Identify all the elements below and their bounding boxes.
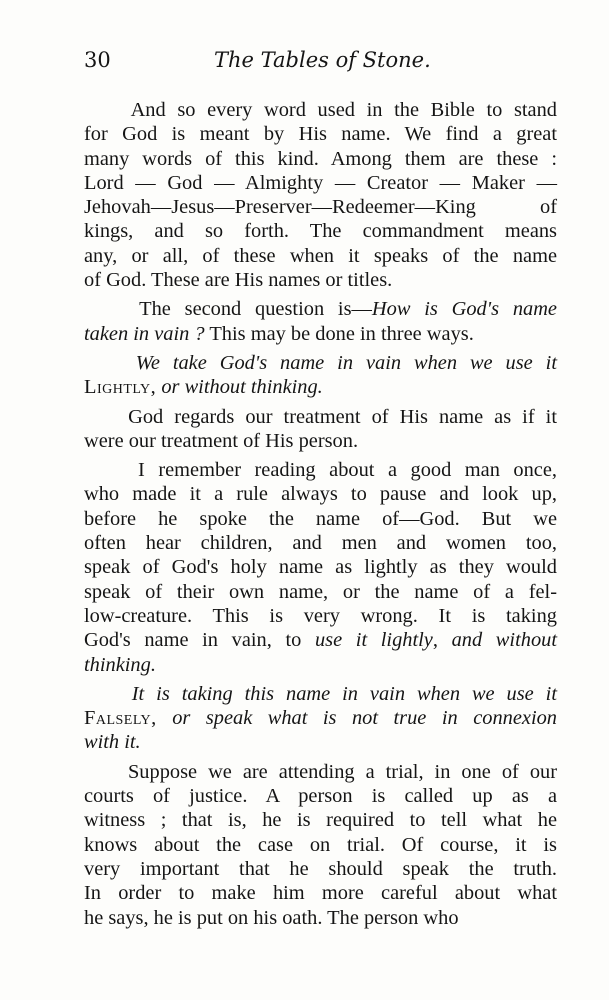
text-line xyxy=(84,730,557,754)
text-run: Falsely, xyxy=(84,707,157,730)
text-line xyxy=(84,268,557,292)
text-run: The second question is— xyxy=(84,298,372,321)
text-line xyxy=(84,147,557,171)
text-line xyxy=(84,98,557,122)
text-line xyxy=(84,906,557,930)
text-line xyxy=(84,171,557,195)
paragraph xyxy=(84,682,557,755)
text-line xyxy=(84,760,557,784)
text-run: And so every word used in the Bible to stand xyxy=(84,99,557,121)
text-run: use it lightly xyxy=(314,629,433,652)
text-line xyxy=(84,195,557,219)
text-run: and without xyxy=(451,629,557,652)
text-line xyxy=(84,405,557,429)
text-run: low-creature. This is very wrong. It is taking xyxy=(84,604,557,627)
text-run: God's name in vain, to xyxy=(84,629,315,652)
text-run: of God. These are His names or titles. xyxy=(84,269,393,292)
text-run: speak of their own name, or the name of a fel- xyxy=(84,580,557,603)
text-run: often hear children, and men and women too, xyxy=(84,532,557,555)
paragraph xyxy=(84,458,557,677)
text-line xyxy=(84,375,557,399)
text-run: who made it a rule always to pause and look up, xyxy=(84,483,557,506)
text-line xyxy=(84,219,557,243)
text-run: very important that he should speak the truth. xyxy=(84,857,557,880)
text-run: with it. xyxy=(84,731,141,754)
text-line xyxy=(84,682,557,706)
text-run: any, or all, of these when it speaks of the name xyxy=(84,244,557,267)
text-run: thinking. xyxy=(84,653,156,676)
text-run: How is God's name xyxy=(371,298,557,321)
text-run: speak of God's holy name as lightly as they would xyxy=(84,556,557,579)
text-run: Jehovah—Jesus—Preserver—Redeemer—King of xyxy=(84,196,557,219)
text-line xyxy=(84,122,557,146)
text-run: Suppose we are attending a trial, in one of our xyxy=(84,760,557,783)
text-line xyxy=(84,322,557,346)
paragraph xyxy=(84,297,557,346)
text-line xyxy=(84,482,557,506)
paragraph xyxy=(84,760,557,930)
text-line xyxy=(84,531,557,555)
text-run: God regards our treatment of His name as if it xyxy=(84,405,557,428)
paragraph xyxy=(84,405,557,454)
text-line xyxy=(84,706,557,730)
text-line xyxy=(84,604,557,628)
text-line xyxy=(84,653,557,677)
text-line xyxy=(84,628,557,652)
text-line xyxy=(84,297,557,321)
text-run: In order to make him more careful about what xyxy=(84,882,557,905)
text-run: were our treatment of His person. xyxy=(84,429,359,452)
text-line xyxy=(84,507,557,531)
paragraph xyxy=(84,351,557,400)
text-run: courts of justice. A person is called up as a xyxy=(84,785,557,808)
text-run: or without thinking. xyxy=(156,376,323,399)
text-run: This may be done in three ways. xyxy=(204,322,474,345)
text-line xyxy=(84,881,557,905)
text-line xyxy=(84,784,557,808)
text-run: taken in vain ? xyxy=(84,322,205,345)
text-run: he says, he is put on his oath. The person who xyxy=(84,906,459,929)
text-run: for God is meant by His name. We find a great xyxy=(84,123,557,146)
text-run: , xyxy=(432,629,452,652)
text-line xyxy=(84,808,557,832)
text-run: I remember reading about a good man once, xyxy=(84,459,557,482)
text-run: knows about the case on trial. Of course, it is xyxy=(84,833,557,856)
text-run: witness ; that is, he is required to tell what he xyxy=(84,809,557,832)
page-header xyxy=(84,48,554,80)
text-run: It is taking this name in vain when we use it xyxy=(84,682,557,705)
text-line xyxy=(84,458,557,482)
text-line xyxy=(84,429,557,453)
paragraph xyxy=(84,98,557,292)
text-run: Lord — God — Almighty — Creator — Maker — xyxy=(84,171,557,194)
text-line xyxy=(84,351,557,375)
page-number: 30 xyxy=(84,48,111,72)
text-run: before he spoke the name of—God. But we xyxy=(84,507,557,530)
text-line xyxy=(84,244,557,268)
body-text xyxy=(84,98,557,935)
text-run: kings, and so forth. The commandment means xyxy=(84,220,557,243)
text-run: or speak what is not true in connexion xyxy=(156,707,557,730)
text-line xyxy=(84,580,557,604)
text-run: We take God's name in vain when we use it xyxy=(84,351,557,374)
text-line xyxy=(84,857,557,881)
text-run: many words of this kind. Among them are these : xyxy=(84,147,557,170)
text-run: Lightly, xyxy=(84,376,157,399)
text-line xyxy=(84,833,557,857)
running-title: The Tables of Stone. xyxy=(214,48,431,72)
text-line xyxy=(84,555,557,579)
